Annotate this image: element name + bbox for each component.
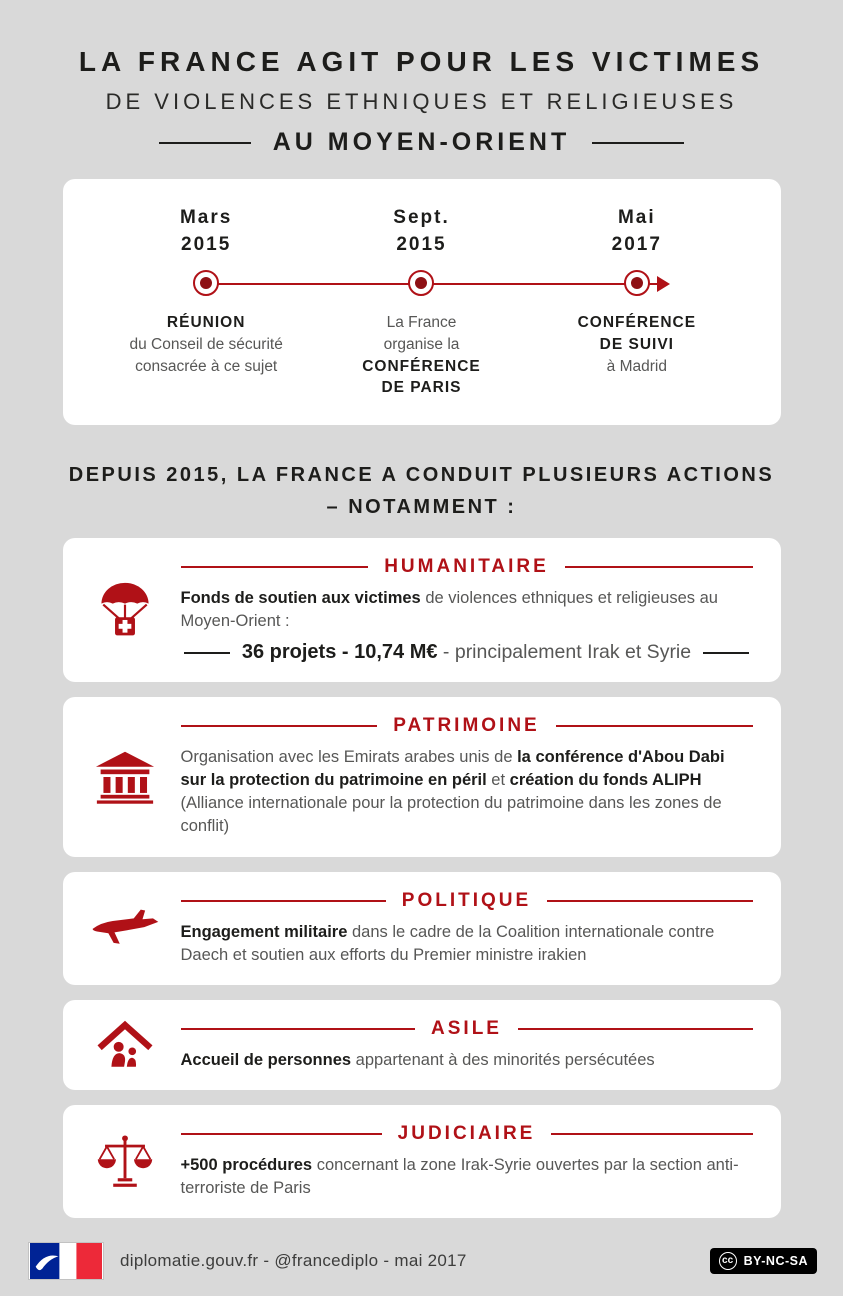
divider-line [181, 566, 369, 568]
text-segment: création du fonds ALIPH [509, 771, 702, 790]
text-segment: Engagement militaire [180, 922, 348, 941]
date-year: 2015 [181, 233, 232, 255]
divider-line [565, 566, 753, 568]
date-month: Sept. [393, 207, 450, 228]
card-content [181, 556, 753, 664]
card-content [181, 715, 753, 838]
text-segment: appartenant à des minorités persécutées [351, 1050, 655, 1069]
text-segment: à Madrid [606, 357, 667, 375]
timeline-dot-icon [408, 270, 434, 296]
divider-line [181, 900, 386, 902]
text-segment: Fonds de soutien aux victimes [180, 588, 421, 607]
divider-line [547, 900, 752, 902]
divider-line [703, 652, 749, 654]
action-card-patrimoine [63, 697, 781, 856]
action-card-judiciaire [63, 1105, 781, 1218]
card-title-row [181, 890, 753, 912]
divider-line [592, 142, 684, 144]
region-title: AU MOYEN-ORIENT [272, 128, 571, 156]
card-body-text [181, 1049, 753, 1072]
card-body-text [181, 1154, 753, 1200]
text-segment: La France [386, 314, 457, 332]
timeline-dot-inner [631, 277, 643, 289]
card-title: HUMANITAIRE [384, 555, 549, 577]
intro-line-1: DEPUIS 2015, LA FRANCE A CONDUIT PLUSIEURS ACTIONS [68, 463, 775, 486]
cc-license-badge [710, 1248, 817, 1274]
footer [0, 1232, 843, 1296]
date-year: 2017 [611, 233, 662, 255]
text-segment: CONFÉRENCE [362, 357, 481, 375]
divider-line [551, 1133, 752, 1135]
section-intro [0, 459, 843, 523]
text-segment: et [486, 771, 510, 790]
timeline-event-text [99, 312, 314, 399]
timeline-texts [99, 312, 745, 399]
french-flag-logo [28, 1242, 104, 1280]
timeline-date [99, 205, 314, 258]
header [0, 0, 843, 157]
timeline-card [63, 179, 781, 425]
text-segment: la conférence d'Abou Dabi sur la protection du patrimoine en péril [180, 748, 725, 790]
timeline-dots [99, 270, 745, 298]
divider-line [181, 725, 378, 727]
stat-text [242, 641, 691, 664]
timeline-event-text [314, 312, 529, 399]
action-card-asile [63, 1000, 781, 1090]
divider-line [181, 1028, 416, 1030]
timeline-event-text [529, 312, 744, 399]
timeline-dates [99, 205, 745, 258]
timeline-track [99, 270, 745, 298]
divider-line [518, 1028, 753, 1030]
family-shelter-icon [79, 1019, 171, 1071]
card-title: ASILE [431, 1017, 502, 1039]
cc-license-label: BY-NC-SA [743, 1254, 808, 1268]
divider-line [159, 142, 251, 144]
text-segment: CONFÉRENCE [577, 314, 697, 332]
divider-line [556, 725, 753, 727]
text-segment: +500 procédures [180, 1155, 313, 1174]
text-segment: DE PARIS [381, 379, 462, 397]
text-segment: - principalement Irak et Syrie [437, 641, 692, 664]
date-month: Mai [617, 207, 656, 228]
action-card-politique [63, 872, 781, 985]
cc-icon: cc [719, 1252, 737, 1270]
text-segment: DE SUIVI [599, 335, 674, 353]
text-segment: RÉUNION [166, 314, 246, 332]
timeline-date [314, 205, 529, 258]
card-content [181, 1018, 753, 1072]
stat-row [181, 641, 753, 664]
divider-line [181, 1133, 382, 1135]
footer-credit-text: diplomatie.gouv.fr - @francediplo - mai 2017 [120, 1251, 467, 1270]
museum-building-icon [79, 750, 171, 804]
card-title: JUDICIAIRE [397, 1122, 536, 1144]
text-segment: organise la [383, 335, 460, 353]
card-title: POLITIQUE [401, 889, 532, 911]
page-title: LA FRANCE AGIT POUR LES VICTIMES [78, 46, 765, 77]
card-title-row [181, 715, 753, 737]
card-title-row [181, 1018, 753, 1040]
timeline-dot-inner [200, 277, 212, 289]
parachute-aid-icon [79, 577, 171, 643]
card-title-row [181, 1123, 753, 1145]
timeline-dot-icon [624, 270, 650, 296]
card-title-row [181, 556, 753, 578]
justice-scales-icon [79, 1133, 171, 1189]
text-segment: (Alliance internationale pour la protection du patrimoine dans les zones de conflit) [180, 794, 722, 836]
timeline-dot-icon [193, 270, 219, 296]
card-body-text [181, 587, 753, 633]
card-content [181, 1123, 753, 1200]
card-content [181, 890, 753, 967]
intro-line-2: – NOTAMMENT : [326, 495, 517, 518]
text-segment: de violences ethniques et religieuses au Moyen-Orient : [180, 588, 718, 631]
text-segment: Organisation avec les Emirats arabes unis de [180, 748, 518, 767]
text-segment: dans le cadre de la Coalition internationale contre Daech et soutien aux efforts du Premier ministre irakien [180, 922, 715, 964]
region-title-row [0, 128, 843, 157]
date-month: Mars [179, 207, 233, 228]
page-subtitle: DE VIOLENCES ETHNIQUES ET RELIGIEUSES [105, 89, 738, 114]
timeline-dot-inner [415, 277, 427, 289]
text-segment: concernant la zone Irak-Syrie ouvertes par la section anti-terroriste de Paris [180, 1155, 739, 1197]
fighter-jet-icon [79, 907, 171, 949]
card-body-text [181, 746, 753, 838]
text-segment: consacrée à ce sujet [135, 357, 278, 375]
divider-line [184, 652, 230, 654]
text-segment: 36 projets - 10,74 M€ [241, 641, 438, 664]
action-card-humanitaire [63, 538, 781, 682]
timeline-date [529, 205, 744, 258]
text-segment: Accueil de personnes [180, 1050, 352, 1069]
text-segment: du Conseil de sécurité [129, 335, 283, 353]
card-body-text [181, 921, 753, 967]
date-year: 2015 [396, 233, 447, 255]
card-title: PATRIMOINE [393, 715, 540, 737]
